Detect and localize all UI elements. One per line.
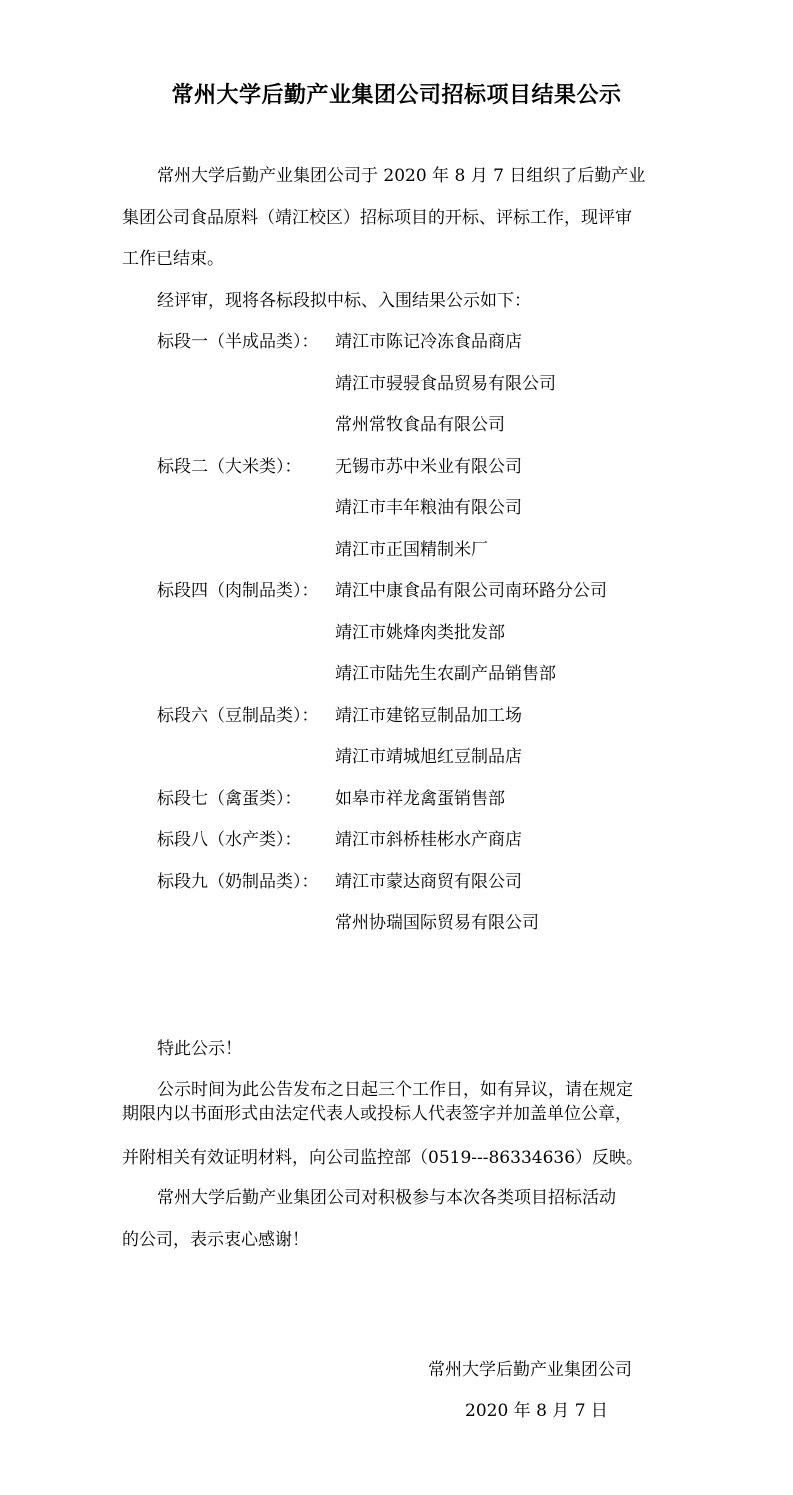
signature-org: 常州大学后勤产业集团公司: [428, 1360, 632, 1380]
objection-line-3: 并附相关有效证明材料，向公司监控部（0519---86334636）反映。: [122, 1148, 644, 1168]
thanks-line-2: 的公司，表示衷心感谢！: [122, 1230, 309, 1250]
section-label: 标段一（半成品类）：: [157, 332, 319, 352]
thanks-line-1: 常州大学后勤产业集团公司对积极参与本次各类项目招标活动: [157, 1188, 616, 1208]
intro-line-2: 集团公司食品原料（靖江校区）招标项目的开标、评标工作，现评审: [122, 208, 632, 228]
section-company: 靖江市斜桥桂彬水产商店: [335, 830, 522, 850]
objection-line-1: 公示时间为此公告发布之日起三个工作日，如有异议，请在规定: [157, 1080, 633, 1100]
section-company: 靖江市丰年粮油有限公司: [335, 498, 522, 518]
section-company: 如皋市祥龙禽蛋销售部: [335, 789, 505, 809]
intro-line-1: 常州大学后勤产业集团公司于 2020 年 8 月 7 日组织了后勤产业: [157, 166, 646, 186]
signature-date: 2020 年 8 月 7 日: [465, 1401, 608, 1421]
section-company: 靖江市姚烽肉类批发部: [335, 623, 505, 643]
section-label: 标段八（水产类）：: [157, 830, 302, 850]
section-company: 靖江中康食品有限公司南环路分公司: [335, 581, 607, 601]
section-company: 常州协瑞国际贸易有限公司: [335, 913, 539, 933]
section-label: 标段四（肉制品类）：: [157, 581, 319, 601]
document-title: 常州大学后勤产业集团公司招标项目结果公示: [171, 82, 622, 108]
section-company: 靖江市陈记冷冻食品商店: [335, 332, 522, 352]
section-company: 靖江市陆先生农副产品销售部: [335, 664, 556, 684]
intro-line-3: 工作已结束。: [122, 249, 224, 269]
section-company: 靖江市建铭豆制品加工场: [335, 706, 522, 726]
section-label: 标段七（禽蛋类）：: [157, 789, 302, 809]
section-company: 靖江市蒙达商贸有限公司: [335, 872, 522, 892]
notice-line: 特此公示！: [157, 1039, 242, 1059]
section-company: 常州常牧食品有限公司: [335, 415, 505, 435]
section-company: 无锡市苏中米业有限公司: [335, 457, 522, 477]
section-label: 标段二（大米类）：: [157, 457, 302, 477]
section-company: 靖江市靖城旭红豆制品店: [335, 747, 522, 767]
lead-line: 经评审，现将各标段拟中标、入围结果公示如下：: [157, 291, 531, 311]
section-label: 标段六（豆制品类）：: [157, 706, 319, 726]
objection-line-2: 期限内以书面形式由法定代表人或投标人代表签字并加盖单位公章，: [122, 1104, 632, 1124]
section-label: 标段九（奶制品类）：: [157, 872, 319, 892]
section-company: 靖江市正国精制米厂: [335, 540, 488, 560]
section-company: 靖江市骎骎食品贸易有限公司: [335, 374, 556, 394]
